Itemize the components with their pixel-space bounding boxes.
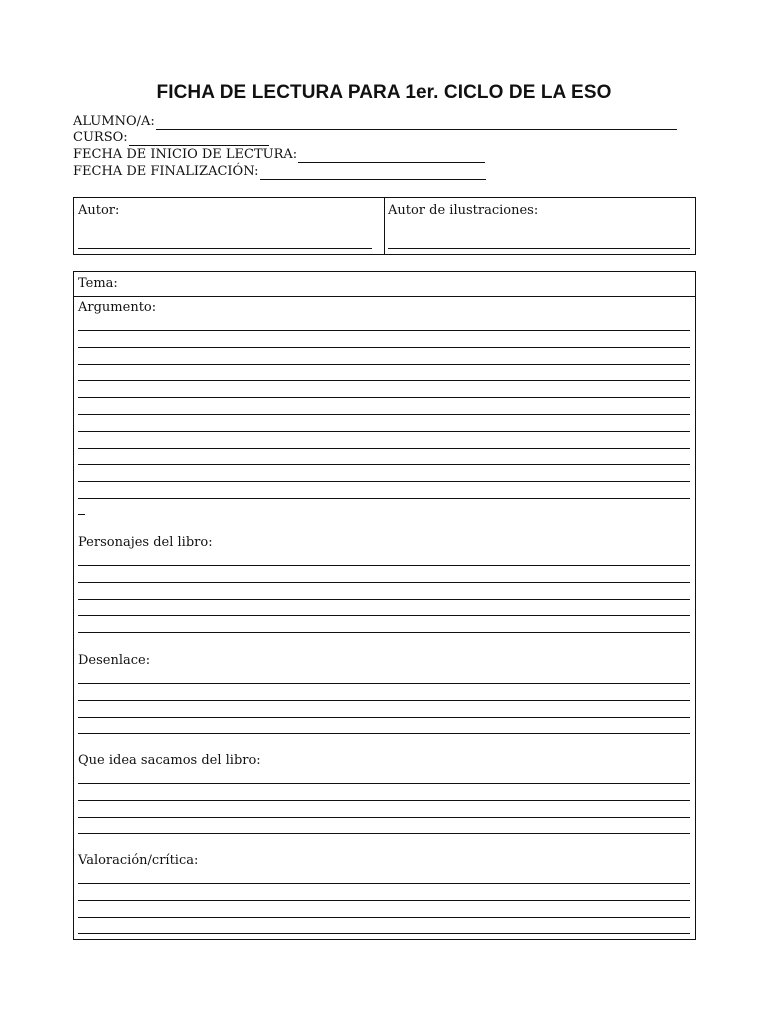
autor-label: Autor: (78, 203, 120, 218)
writing-line[interactable] (78, 900, 690, 901)
writing-line[interactable] (78, 565, 690, 566)
writing-line[interactable] (78, 397, 690, 398)
writing-line[interactable] (78, 498, 690, 499)
alumno-field (73, 114, 677, 130)
tema-label: Tema: (78, 276, 118, 291)
writing-line[interactable] (78, 364, 690, 365)
fecha-fin-label: FECHA DE FINALIZACIÓN: (73, 164, 259, 179)
desenlace-label: Desenlace: (78, 653, 151, 668)
curso-label: CURSO: (73, 130, 128, 145)
writing-line[interactable] (78, 615, 690, 616)
fecha-inicio-field (73, 147, 485, 163)
curso-field (73, 130, 269, 146)
writing-line[interactable] (78, 599, 690, 600)
writing-line[interactable] (78, 883, 690, 884)
writing-line[interactable] (78, 380, 690, 381)
writing-line[interactable] (78, 414, 690, 415)
tema-row[interactable] (74, 272, 695, 297)
idea-label: Que idea sacamos del libro: (78, 753, 261, 768)
writing-line[interactable] (78, 800, 690, 801)
autor-box (73, 197, 696, 255)
alumno-blank[interactable] (156, 117, 677, 130)
main-box (73, 271, 696, 940)
autor-box-divider (384, 198, 385, 254)
writing-line[interactable] (78, 733, 690, 734)
ilustrador-label: Autor de ilustraciones: (388, 203, 539, 218)
writing-line[interactable] (78, 917, 690, 918)
writing-line[interactable] (78, 632, 690, 633)
writing-line[interactable] (78, 817, 690, 818)
ilustrador-blank[interactable] (388, 248, 690, 249)
autor-blank[interactable] (78, 248, 372, 249)
writing-line[interactable] (78, 464, 690, 465)
page-title: FICHA DE LECTURA PARA 1er. CICLO DE LA ESO (156, 82, 612, 103)
fecha-inicio-blank[interactable] (298, 150, 485, 163)
writing-line[interactable] (78, 833, 690, 834)
personajes-label: Personajes del libro: (78, 535, 213, 550)
writing-line[interactable] (78, 717, 690, 718)
writing-line[interactable] (78, 448, 690, 449)
writing-line[interactable] (78, 481, 690, 482)
writing-line[interactable] (78, 683, 690, 684)
fecha-fin-field (73, 164, 486, 180)
alumno-label: ALUMNO/A: (73, 114, 155, 129)
argumento-label: Argumento: (78, 300, 157, 315)
writing-line[interactable] (78, 347, 690, 348)
curso-blank[interactable] (129, 133, 269, 146)
writing-line[interactable] (78, 582, 690, 583)
dash-mark (78, 514, 85, 515)
writing-line[interactable] (78, 933, 690, 934)
writing-line[interactable] (78, 783, 690, 784)
valoracion-label: Valoración/crítica: (78, 853, 199, 868)
fecha-inicio-label: FECHA DE INICIO DE LECTURA: (73, 147, 298, 162)
writing-line[interactable] (78, 431, 690, 432)
fecha-fin-blank[interactable] (260, 167, 486, 180)
writing-line[interactable] (78, 330, 690, 331)
writing-line[interactable] (78, 700, 690, 701)
